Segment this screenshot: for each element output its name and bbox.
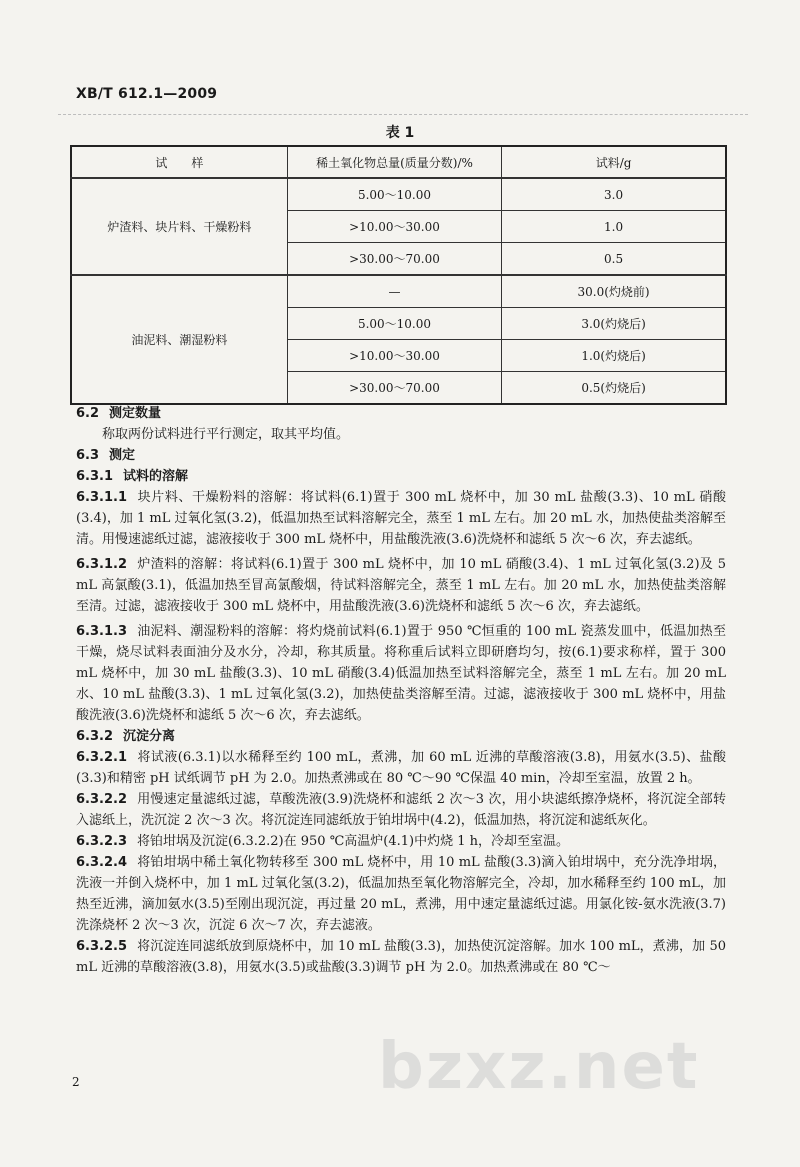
paragraph-6-3-1-3	[76, 621, 726, 726]
content-range-cell: >30.00～70.00	[287, 372, 501, 405]
content-range-cell: >10.00～30.00	[287, 211, 501, 243]
sample-mass-cell: 3.0(灼烧后)	[502, 308, 726, 340]
paragraph-6-3-2-3	[76, 831, 726, 852]
sample-mass-table	[70, 145, 727, 405]
column-header-sample: 试 样	[71, 146, 287, 178]
content-range-cell: —	[287, 275, 501, 308]
content-range-cell: >30.00～70.00	[287, 243, 501, 276]
column-header-content: 稀土氧化物总量(质量分数)/%	[287, 146, 501, 178]
section-number: 6.2	[76, 406, 100, 421]
section-heading-6-3-1	[76, 466, 726, 487]
section-number: 6.3	[76, 448, 100, 463]
content-range-cell: 5.00～10.00	[287, 178, 501, 211]
section-title: 试料的溶解	[123, 469, 189, 484]
paragraph-6-3-2-4	[76, 852, 726, 936]
section-title: 测定数量	[109, 406, 162, 421]
paragraph-6-3-2-5	[76, 936, 726, 978]
paragraph-6-3-2-1	[76, 747, 726, 789]
sample-mass-cell: 0.5(灼烧后)	[502, 372, 726, 405]
sample-mass-cell: 0.5	[502, 243, 726, 276]
clause-text: 将铂坩埚中稀土氧化物转移至 300 mL 烧杯中，用 10 mL 盐酸(3.3)滴入铂坩埚中，充分洗净坩埚，洗液一并倒入烧杯中，加 1 mL 过氧化氢(3.2)，低温加热至氧化物溶解完全，冷却，加水稀释至约 100 mL，加热至近沸，滴加氨水(3.5)至刚出现沉淀，再过量 20 mL，煮沸，用中速定量滤纸过滤。用氯化铵-氨水洗液(3.7)洗涤烧杯 2 次～3 次，沉淀 6 次～7 次，弃去滤液。	[76, 855, 726, 933]
sample-mass-cell: 1.0	[502, 211, 726, 243]
clause-number: 6.3.2.5	[76, 939, 127, 954]
header-rule	[58, 114, 748, 115]
content-range-cell: 5.00～10.00	[287, 308, 501, 340]
clause-number: 6.3.2.2	[76, 792, 127, 807]
clause-text: 炉渣料的溶解：将试料(6.1)置于 300 mL 烧杯中，加 10 mL 硝酸(3.4)、1 mL 过氧化氢(3.2)及 5 mL 高氯酸(3.1)，低温加热至冒高氯酸烟，待试料溶解完全，蒸至 1 mL 左右。加 20 mL 水，加热使盐类溶解至清。过滤，滤液接收于 300 mL 烧杯中，用盐酸洗液(3.6)洗烧杯和滤纸 5 次～6 次，弃去滤纸。	[76, 557, 726, 614]
section-heading-6-3-2	[76, 726, 726, 747]
table-caption: 表 1	[385, 125, 415, 141]
section-title: 测定	[109, 448, 136, 463]
clause-number: 6.3.1.2	[76, 557, 127, 572]
watermark: bzxz.net	[378, 1030, 700, 1104]
section-heading-6-3	[76, 445, 726, 466]
body-text	[76, 403, 726, 978]
table-row	[71, 178, 726, 211]
sample-mass-cell: 30.0(灼烧前)	[502, 275, 726, 308]
section-heading-6-2	[76, 403, 726, 424]
paragraph-6-3-2-2	[76, 789, 726, 831]
clause-number: 6.3.1.1	[76, 490, 127, 505]
sample-mass-cell: 3.0	[502, 178, 726, 211]
clause-text: 油泥料、潮湿粉料的溶解：将灼烧前试料(6.1)置于 950 ℃恒重的 100 mL 瓷蒸发皿中，低温加热至干燥，烧尽试料表面油分及水分，冷却，称其质量。将称重后试料立即研磨均匀，按(6.1)要求称样，置于 300 mL 烧杯中，加 30 mL 盐酸(3.3)、10 mL 硝酸(3.4)低温加热至试料溶解完全，蒸至 1 mL 左右。加 20 mL 水、10 mL 盐酸(3.3)、1 mL 过氧化氢(3.2)，加热使盐类溶解至清。过滤，滤液接收于 300 mL 烧杯中，用盐酸洗液(3.6)洗烧杯和滤纸 5 次～6 次，弃去滤纸。	[76, 624, 726, 723]
paragraph-6-2: 称取两份试料进行平行测定，取其平均值。	[102, 427, 350, 442]
paragraph-6-3-1-1	[76, 487, 726, 550]
clause-number: 6.3.1.3	[76, 624, 127, 639]
section-title: 沉淀分离	[123, 729, 176, 744]
table-row	[71, 275, 726, 308]
sample-type-cell: 油泥料、潮湿粉料	[71, 275, 287, 404]
sample-mass-cell: 1.0(灼烧后)	[502, 340, 726, 372]
clause-text: 块片料、干燥粉料的溶解：将试料(6.1)置于 300 mL 烧杯中，加 30 mL 盐酸(3.3)、10 mL 硝酸(3.4)，加 1 mL 过氧化氢(3.2)，低温加热至试料溶解完全，蒸至 1 mL 左右。加 20 mL 水，加热使盐类溶解至清。用慢速滤纸过滤，滤液接收于 300 mL 烧杯中，用盐酸洗液(3.6)洗烧杯和滤纸 5 次～6 次，弃去滤纸。	[76, 490, 726, 547]
table-header-row	[71, 146, 726, 178]
column-header-mass: 试料/g	[502, 146, 726, 178]
content-range-cell: >10.00～30.00	[287, 340, 501, 372]
clause-text: 将试液(6.3.1)以水稀释至约 100 mL，煮沸，加 60 mL 近沸的草酸溶液(3.8)，用氨水(3.5)、盐酸(3.3)和精密 pH 试纸调节 pH 为 2.0。加热煮沸或在 80 ℃～90 ℃保温 40 min，冷却至室温，放置 2 h。	[76, 750, 726, 786]
clause-number: 6.3.2.1	[76, 750, 127, 765]
clause-number: 6.3.2.4	[76, 855, 127, 870]
sample-type-cell: 炉渣料、块片料、干燥粉料	[71, 178, 287, 275]
clause-text: 用慢速定量滤纸过滤，草酸洗液(3.9)洗烧杯和滤纸 2 次～3 次，用小块滤纸擦净烧杯，将沉淀全部转入滤纸上，洗沉淀 2 次～3 次。将沉淀连同滤纸放于铂坩埚中(4.2)，低温加热，将沉淀和滤纸灰化。	[76, 792, 726, 828]
standard-code: XB/T 612.1—2009	[76, 86, 218, 102]
paragraph-6-3-1-2	[76, 554, 726, 617]
clause-text: 将沉淀连同滤纸放到原烧杯中，加 10 mL 盐酸(3.3)，加热使沉淀溶解。加水 100 mL，煮沸，加 50 mL 近沸的草酸溶液(3.8)，用氨水(3.5)或盐酸(3.3)调节 pH 为 2.0。加热煮沸或在 80 ℃～	[76, 939, 726, 975]
page-number: 2	[72, 1075, 80, 1089]
clause-text: 将铂坩埚及沉淀(6.3.2.2)在 950 ℃高温炉(4.1)中灼烧 1 h，冷却至室温。	[137, 834, 569, 849]
clause-number: 6.3.2.3	[76, 834, 127, 849]
section-number: 6.3.2	[76, 729, 114, 744]
section-number: 6.3.1	[76, 469, 114, 484]
